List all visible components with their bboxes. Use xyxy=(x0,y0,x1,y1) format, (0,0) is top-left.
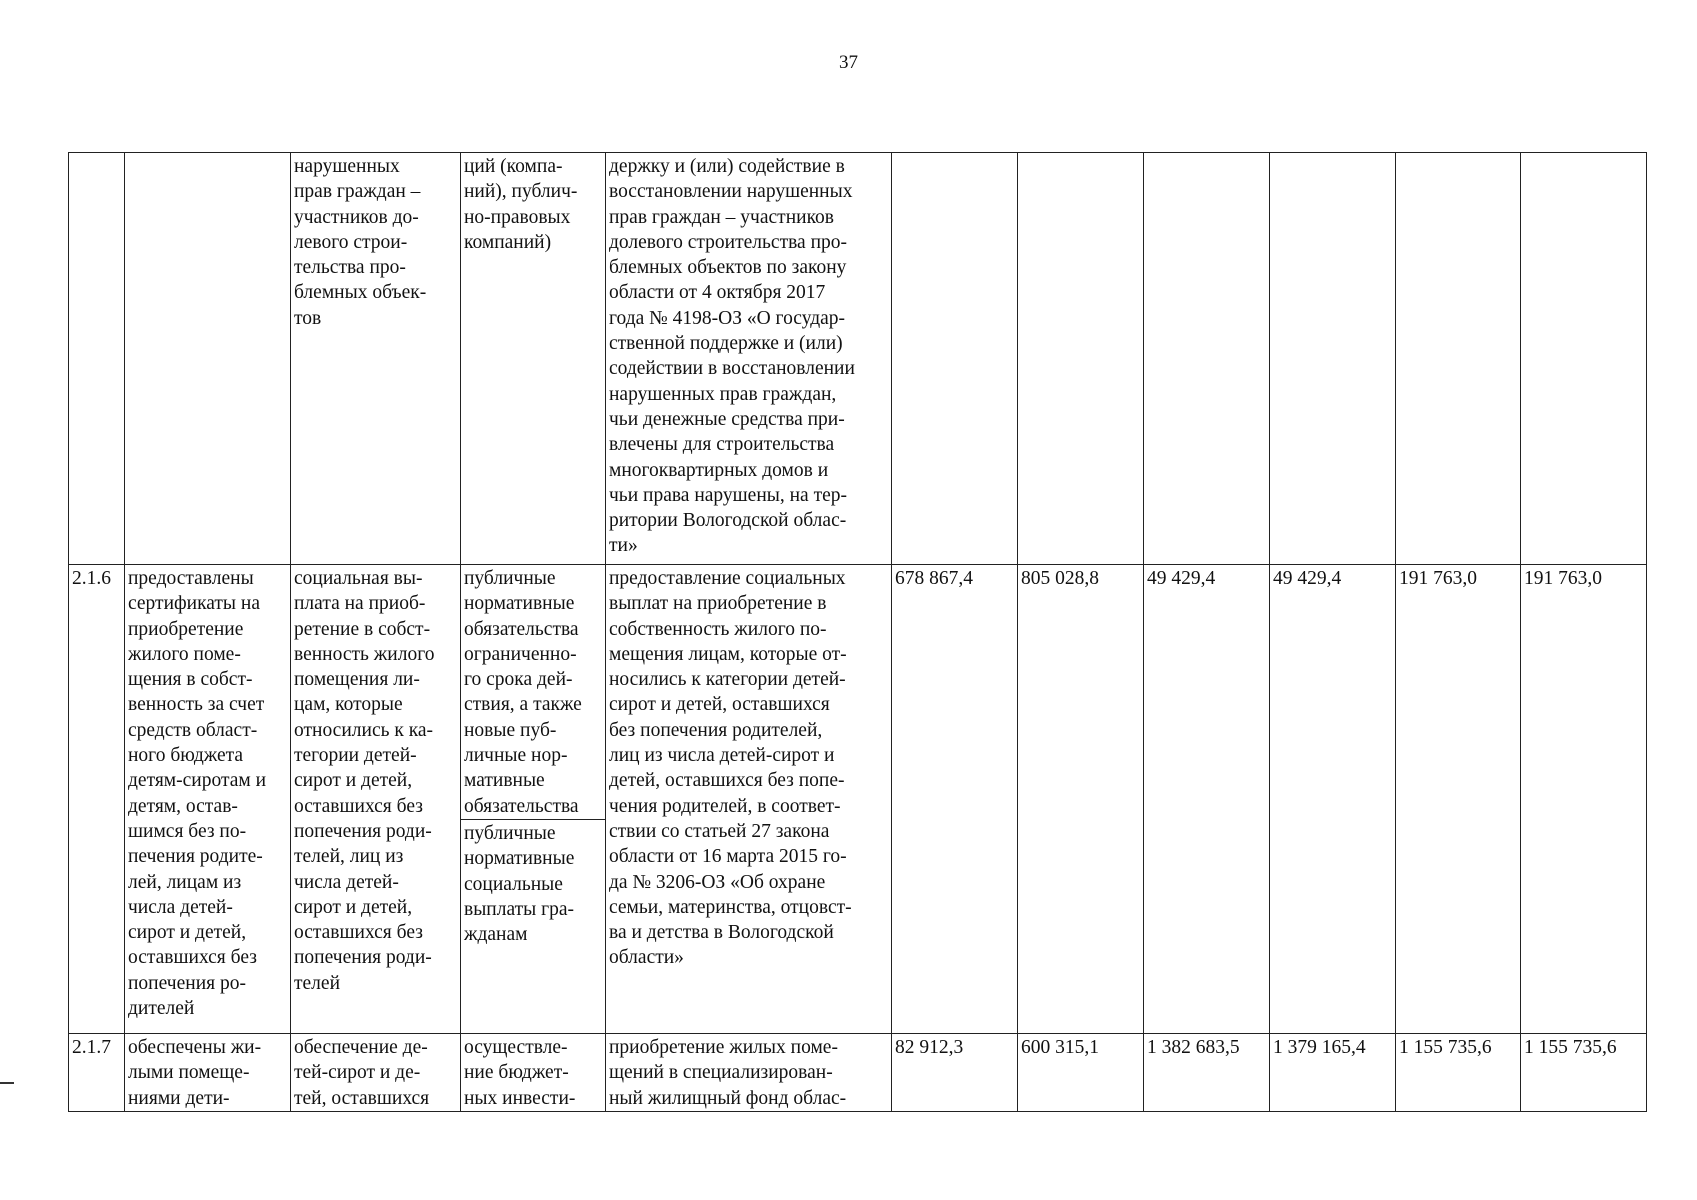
amount-cell xyxy=(1396,153,1521,565)
obligation-type-cell-line: ных инвести- xyxy=(464,1087,576,1109)
legal-basis-cell-line: нарушенных прав граждан, xyxy=(609,383,837,405)
legal-basis-cell-line: чьи права нарушены, на тер- xyxy=(609,484,848,506)
obligation-type-line: ствия, а также xyxy=(464,694,582,716)
legal-basis-cell-line: семьи, материнства, отцовст- xyxy=(609,896,852,918)
measure-cell-line: оставшихся без xyxy=(294,922,423,944)
result-cell-line: попечения ро- xyxy=(128,972,246,994)
legal-basis-cell-line: чения родителей, в соответ- xyxy=(609,795,841,817)
legal-basis-cell-line: ствии со статьей 27 закона xyxy=(609,820,830,842)
result-cell-line: жилого поме- xyxy=(128,643,241,665)
measure-cell-line: венность жилого xyxy=(294,643,435,665)
amount-cell: 1 155 735,6 xyxy=(1521,1034,1647,1112)
obligation-subtype-line: социальные xyxy=(464,873,563,895)
measure-cell-line: тельства про- xyxy=(294,257,406,279)
amount-cell: 82 912,3 xyxy=(892,1034,1018,1112)
legal-basis-cell xyxy=(606,1034,892,1112)
legal-basis-cell-line: выплат на приобретение в xyxy=(609,593,827,615)
obligation-type-line: обязательства xyxy=(464,618,579,640)
result-cell xyxy=(125,565,291,1034)
margin-mark xyxy=(0,1082,14,1084)
result-cell-line: лыми помеще- xyxy=(128,1062,250,1084)
obligation-type-cell-line: ние бюджет- xyxy=(464,1062,569,1084)
measure-cell-line: тегории детей- xyxy=(294,745,417,767)
legal-basis-cell-line: да № 3206-ОЗ «Об охране xyxy=(609,871,826,893)
table-row xyxy=(69,565,1647,1034)
legal-basis-cell-line: восстановлении нарушенных xyxy=(609,181,853,203)
measure-cell-line: попечения роди- xyxy=(294,947,432,969)
legal-basis-cell-line: влечены для строительства xyxy=(609,434,835,456)
measure-cell-line: помещения ли- xyxy=(294,669,420,691)
measure-cell-line: нарушенных xyxy=(294,156,400,177)
measure-cell-line: социальная вы- xyxy=(294,568,423,589)
measure-cell-line: оставшихся без xyxy=(294,795,423,817)
result-cell-line: щения в собст- xyxy=(128,669,253,691)
legal-basis-cell-line: долевого строительства про- xyxy=(609,231,847,253)
measure-cell xyxy=(291,565,461,1034)
legal-basis-cell-line: ственной поддержке и (или) xyxy=(609,333,843,355)
amount-cell: 1 382 683,5 xyxy=(1144,1034,1270,1112)
legal-basis-cell-line: области от 16 марта 2015 го- xyxy=(609,846,847,868)
measure-cell-line: обеспечение де- xyxy=(294,1037,428,1058)
row-number-cell xyxy=(69,153,125,565)
obligation-type-cell xyxy=(461,565,606,1034)
amount-cell: 191 763,0 xyxy=(1521,565,1647,1034)
result-cell-line: детям, остав- xyxy=(128,795,238,817)
amount-cell xyxy=(1018,153,1144,565)
measure-cell-line: тов xyxy=(294,307,322,329)
legal-basis-cell-line: мещения лицам, которые от- xyxy=(609,643,847,665)
amount-cell xyxy=(892,153,1018,565)
amount-cell: 678 867,4 xyxy=(892,565,1018,1034)
result-cell-line: лей, лицам из xyxy=(128,871,242,893)
legal-basis-cell-line: без попечения родителей, xyxy=(609,719,823,741)
result-cell-line: сирот и детей, xyxy=(128,922,247,944)
legal-basis-cell-line: области» xyxy=(609,947,684,969)
obligation-subtype-line: публичные xyxy=(464,822,556,844)
result-cell-line: оставшихся без xyxy=(128,947,257,969)
measure-cell-line: числа детей- xyxy=(294,871,399,893)
measure-cell-line: тей, оставшихся xyxy=(294,1087,430,1109)
obligation-type-cell-line: ний), публич- xyxy=(464,181,578,203)
result-cell-line: предоставлены xyxy=(128,568,254,589)
result-cell-line: венность за счет xyxy=(128,694,265,716)
result-cell-line: числа детей- xyxy=(128,896,233,918)
legal-basis-cell-line: ти» xyxy=(609,535,638,557)
legal-basis-cell-line: собственность жилого по- xyxy=(609,618,827,640)
amount-cell: 600 315,1 xyxy=(1018,1034,1144,1112)
measure-cell-line: тей-сирот и де- xyxy=(294,1062,421,1084)
obligation-type-cell-line: но-правовых xyxy=(464,206,571,228)
measure-cell-line: плата на приоб- xyxy=(294,593,426,615)
measure-cell-line: участников до- xyxy=(294,206,419,228)
legal-basis-cell-line: чьи денежные средства при- xyxy=(609,408,845,430)
amount-cell: 1 379 165,4 xyxy=(1270,1034,1396,1112)
legal-basis-cell-line: детей, оставшихся без попе- xyxy=(609,770,845,792)
amount-cell xyxy=(1521,153,1647,565)
legal-basis-cell-line: года № 4198-ОЗ «О государ- xyxy=(609,307,846,329)
obligation-type-line: новые пуб- xyxy=(464,719,557,741)
measure-cell xyxy=(291,1034,461,1112)
legal-basis-cell xyxy=(606,565,892,1034)
legal-basis-cell-line: лиц из числа детей-сирот и xyxy=(609,745,835,767)
result-cell-line: средств област- xyxy=(128,719,258,741)
legal-basis-cell-line: ный жилищный фонд облас- xyxy=(609,1087,847,1109)
table-row xyxy=(69,1034,1647,1112)
obligation-type-line: публичные xyxy=(464,568,556,589)
legal-basis-cell-line: щений в специализирован- xyxy=(609,1062,833,1084)
obligation-type-line: го срока дей- xyxy=(464,669,573,691)
measure-cell-line: ретение в собст- xyxy=(294,618,431,640)
obligation-type-cell xyxy=(461,153,606,565)
legal-basis-cell-line: ва и детства в Вологодской xyxy=(609,922,834,944)
measure-cell-line: попечения роди- xyxy=(294,820,432,842)
amount-cell xyxy=(1270,153,1396,565)
obligation-subtype-line: жданам xyxy=(464,924,528,946)
budget-obligations-table xyxy=(68,152,1647,1112)
obligation-type-line: обязательства xyxy=(464,795,579,817)
amount-cell: 49 429,4 xyxy=(1270,565,1396,1034)
measure-cell-line: сирот и детей, xyxy=(294,770,413,792)
amount-cell: 191 763,0 xyxy=(1396,565,1521,1034)
row-number-cell: 2.1.7 xyxy=(69,1034,125,1112)
measure-cell-line: сирот и детей, xyxy=(294,896,413,918)
obligation-type-line: нормативные xyxy=(464,593,575,615)
amount-cell xyxy=(1144,153,1270,565)
result-cell xyxy=(125,1034,291,1112)
legal-basis-cell-line: приобретение жилых поме- xyxy=(609,1037,838,1058)
result-cell-line: шимся без по- xyxy=(128,820,247,842)
row-number-cell: 2.1.6 xyxy=(69,565,125,1034)
obligation-type-line: мативные xyxy=(464,770,545,792)
legal-basis-cell-line: блемных объектов по закону xyxy=(609,257,847,279)
measure-cell-line: цам, которые xyxy=(294,694,403,716)
result-cell-line: печения родите- xyxy=(128,846,263,868)
measure-cell-line: блемных объек- xyxy=(294,282,427,304)
obligation-type-line: личные нор- xyxy=(464,745,568,767)
obligation-type-line: ограниченно- xyxy=(464,643,577,665)
page-number: 37 xyxy=(839,52,858,73)
legal-basis-cell xyxy=(606,153,892,565)
obligation-type-cell-line: компаний) xyxy=(464,231,552,253)
legal-basis-cell-line: предоставление социальных xyxy=(609,568,846,589)
result-cell-line: приобретение xyxy=(128,618,244,640)
legal-basis-cell-line: многоквартирных домов и xyxy=(609,459,829,481)
measure-cell-line: телей xyxy=(294,972,340,994)
measure-cell xyxy=(291,153,461,565)
result-cell-line: детям-сиротам и xyxy=(128,770,267,792)
obligation-type-cell-line: осуществле- xyxy=(464,1037,568,1058)
legal-basis-cell-line: носились к категории детей- xyxy=(609,669,846,691)
result-cell xyxy=(125,153,291,565)
legal-basis-cell-line: сирот и детей, оставшихся xyxy=(609,694,830,716)
result-cell-line: ного бюджета xyxy=(128,745,244,767)
obligation-type-cell-line: ций (компа- xyxy=(464,156,563,177)
obligation-type-cell xyxy=(461,1034,606,1112)
result-cell-line: обеспечены жи- xyxy=(128,1037,262,1058)
legal-basis-cell-line: содействии в восстановлении xyxy=(609,358,855,380)
legal-basis-cell-line: области от 4 октября 2017 xyxy=(609,282,826,304)
measure-cell-line: левого строи- xyxy=(294,231,408,253)
legal-basis-cell-line: прав граждан – участников xyxy=(609,206,835,228)
legal-basis-cell-line: держку и (или) содействие в xyxy=(609,156,845,177)
obligation-subtype-line: нормативные xyxy=(464,848,575,870)
measure-cell-line: прав граждан – xyxy=(294,181,421,203)
measure-cell-line: относились к ка- xyxy=(294,719,434,741)
amount-cell: 1 155 735,6 xyxy=(1396,1034,1521,1112)
result-cell-line: ниями дети- xyxy=(128,1087,230,1109)
amount-cell: 49 429,4 xyxy=(1144,565,1270,1034)
result-cell-line: сертификаты на xyxy=(128,593,260,615)
measure-cell-line: телей, лиц из xyxy=(294,846,404,868)
result-cell-line: дителей xyxy=(128,998,195,1020)
table-row xyxy=(69,153,1647,565)
amount-cell: 805 028,8 xyxy=(1018,565,1144,1034)
obligation-subtype-line: выплаты гра- xyxy=(464,898,575,920)
legal-basis-cell-line: ритории Вологодской облас- xyxy=(609,510,847,532)
